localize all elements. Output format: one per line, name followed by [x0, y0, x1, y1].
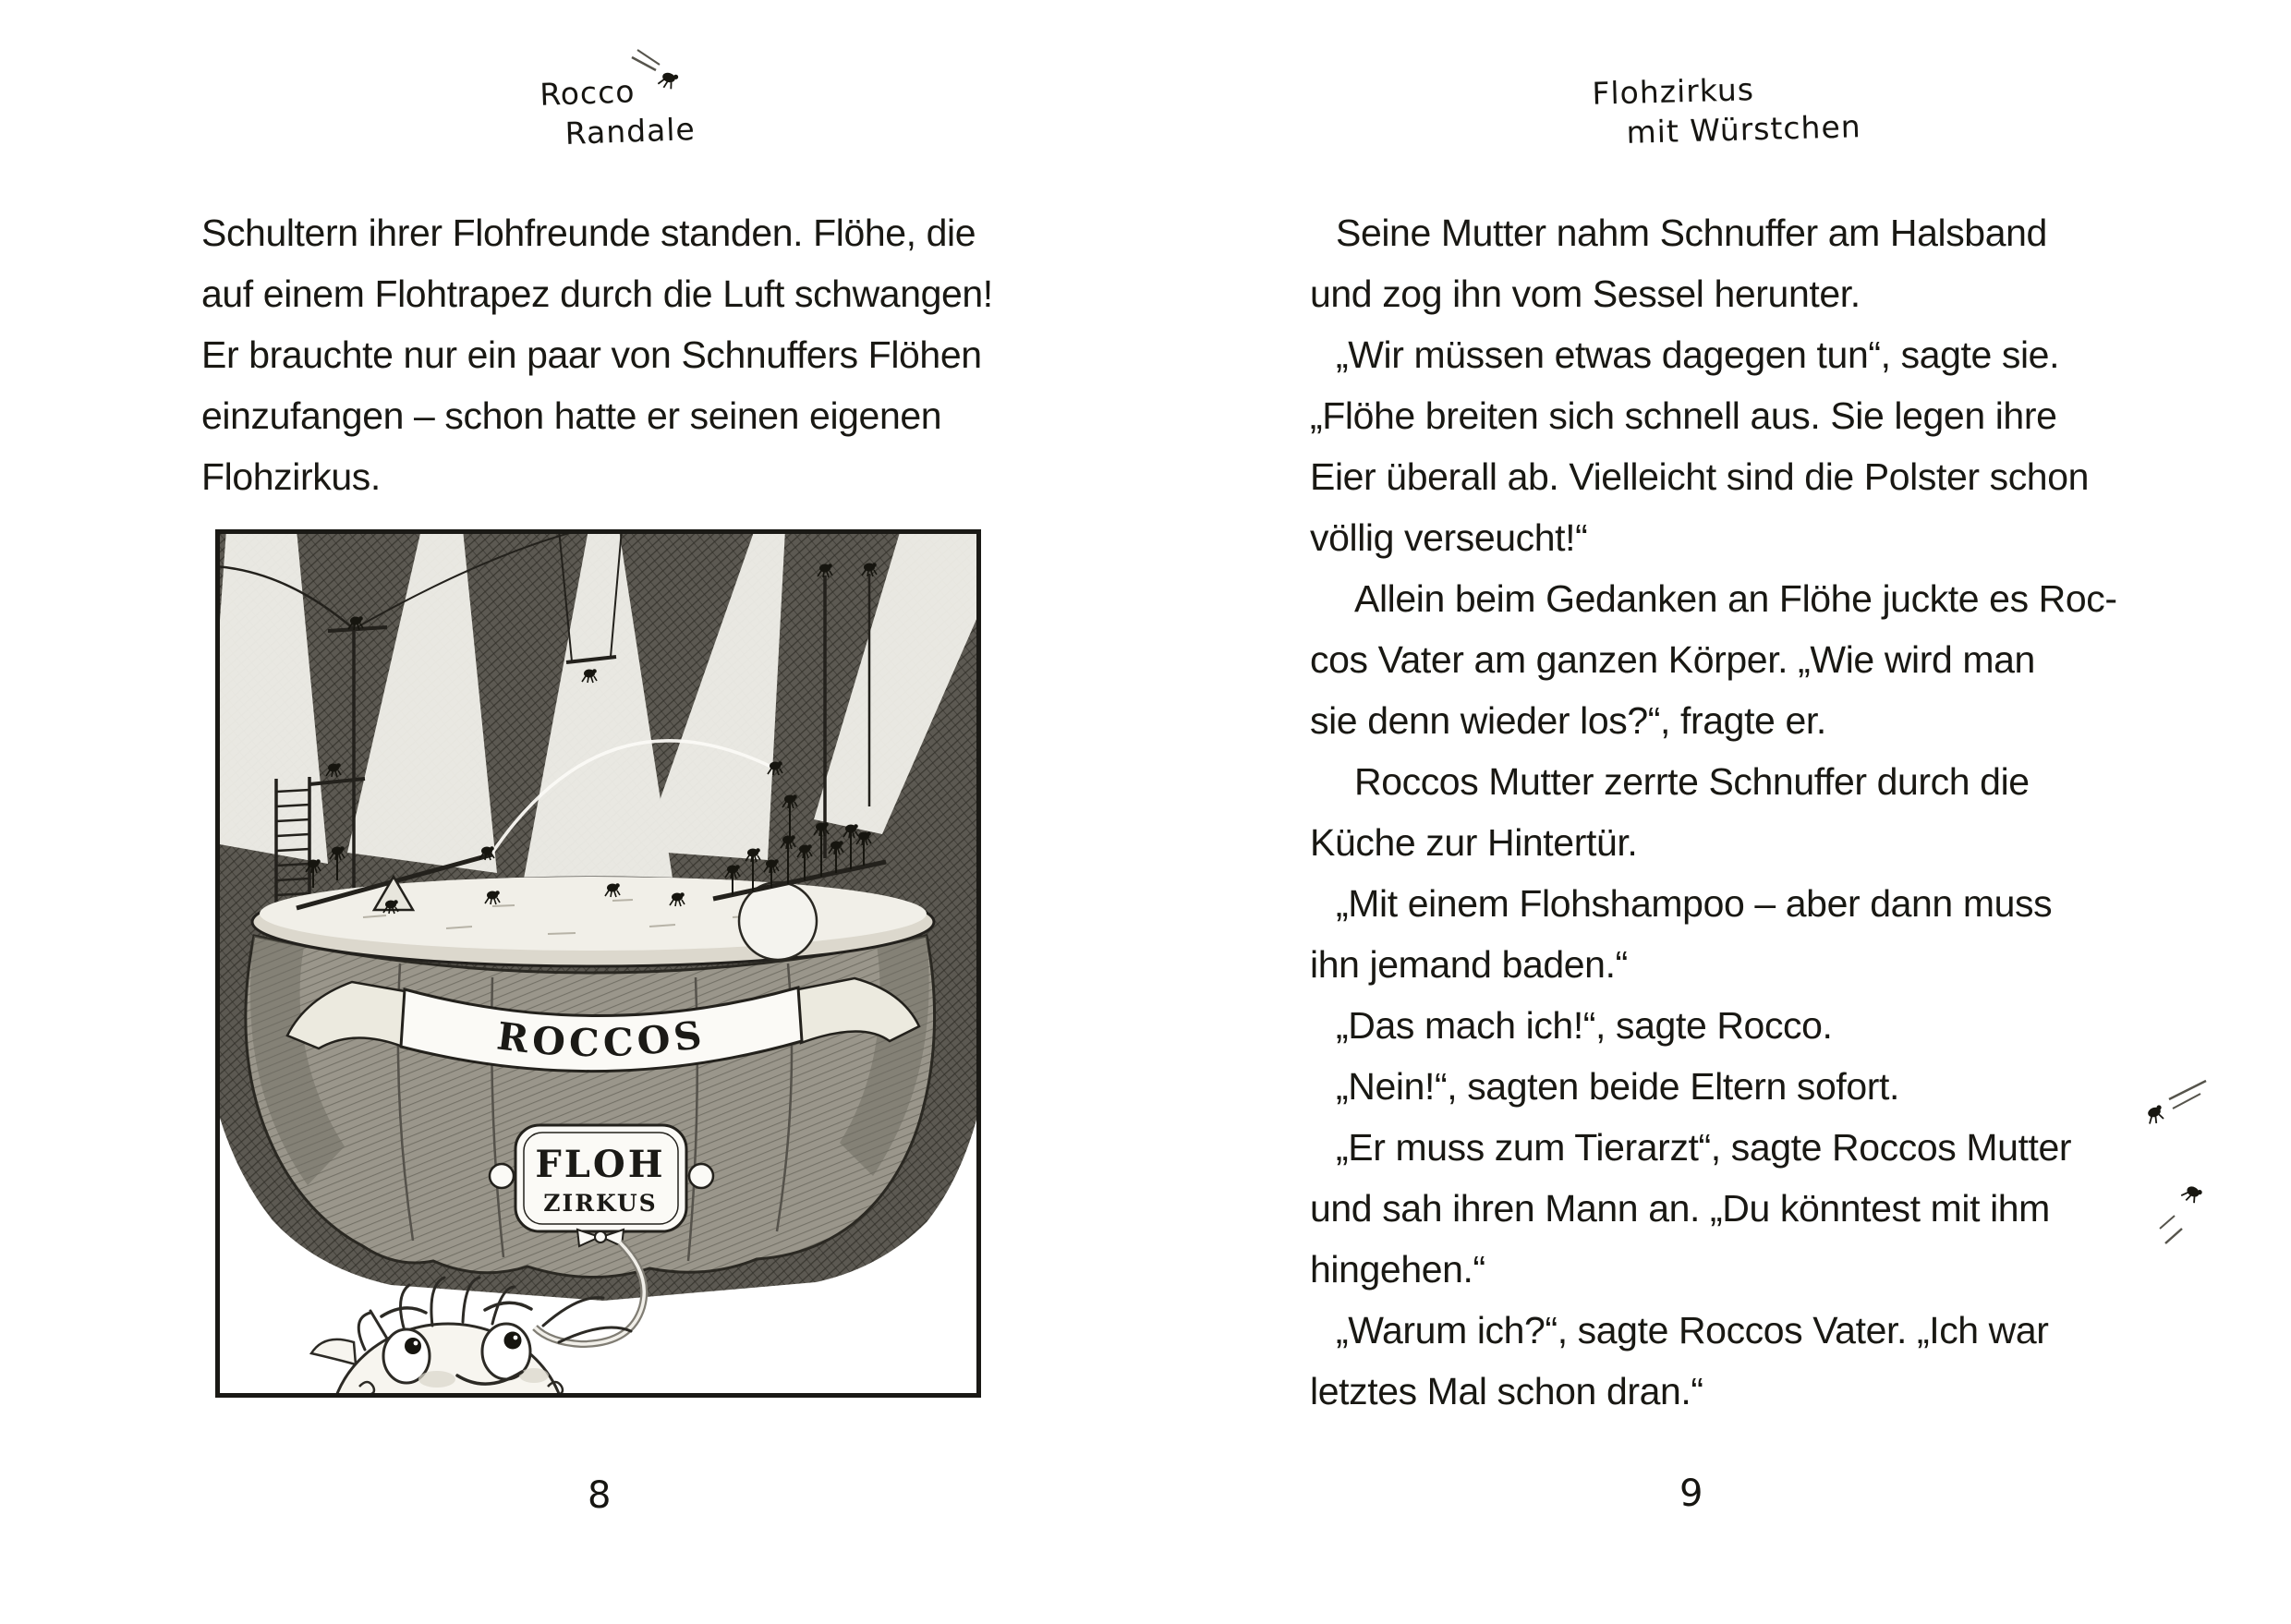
text-line: Flohzirkus.	[201, 455, 381, 498]
text-line: Küche zur Hintertür.	[1310, 821, 1638, 864]
text-line: völlig verseucht!“	[1310, 516, 1588, 559]
running-head-line: Randale	[564, 111, 697, 151]
left-page-number: 8	[588, 1474, 612, 1517]
text-line: „Das mach ich!“, sagte Rocco.	[1336, 1004, 1833, 1047]
right-page-running-head	[1592, 67, 1861, 153]
text-line: hingehen.“	[1310, 1248, 1485, 1291]
text-line: „Flöhe breiten sich schnell aus. Sie legen ihre	[1310, 394, 2057, 437]
plaque-text-zirkus: ZIRKUS	[543, 1190, 658, 1217]
flea-doodle-icon	[2136, 1073, 2213, 1134]
text-line: Eier überall ab. Vielleicht sind die Polster schon	[1310, 455, 2090, 498]
text-line: Allein beim Gedanken an Flöhe juckte es Roc-	[1354, 577, 2117, 620]
text-line: „Nein!“, sagten beide Eltern sofort.	[1336, 1065, 1900, 1108]
flea-doodle-icon	[2152, 1175, 2217, 1258]
running-head-line: Rocco	[539, 73, 636, 113]
banner-text: ROCCOS	[494, 1012, 709, 1066]
flea-circus-illustration	[215, 529, 981, 1398]
text-line: „Wir müssen etwas dagegen tun“, sagte sie.	[1336, 333, 2060, 376]
running-head-line: mit Würstchen	[1626, 108, 1862, 151]
text-line: einzufangen – schon hatte er seinen eigenen	[201, 394, 942, 437]
flea-doodle-icon	[624, 37, 695, 102]
text-line: Er brauchte nur ein paar von Schnuffers Flöhen	[201, 333, 982, 376]
left-page-text	[201, 202, 993, 507]
text-line: „Warum ich?“, sagte Roccos Vater. „Ich war	[1336, 1309, 2049, 1351]
text-line: ihn jemand baden.“	[1310, 943, 1628, 986]
right-page-text	[1310, 202, 2117, 1422]
text-line: cos Vater am ganzen Körper. „Wie wird man	[1310, 638, 2035, 681]
text-line: und sah ihren Mann an. „Du könntest mit ihm	[1310, 1187, 2050, 1230]
text-line: auf einem Flohtrapez durch die Luft schwangen!	[201, 273, 993, 315]
text-line: Seine Mutter nahm Schnuffer am Halsband	[1336, 212, 2047, 254]
right-page-number: 9	[1679, 1473, 1703, 1515]
text-line: „Er muss zum Tierarzt“, sagte Roccos Mutter	[1336, 1126, 2072, 1169]
plaque-text-floh: FLOH	[535, 1143, 666, 1186]
text-line: sie denn wieder los?“, fragte er.	[1310, 699, 1826, 742]
text-line: und zog ihn vom Sessel herunter.	[1310, 273, 1861, 315]
text-line: Schultern ihrer Flohfreunde standen. Flöhe, die	[201, 212, 976, 254]
text-line: Roccos Mutter zerrte Schnuffer durch die	[1354, 760, 2030, 803]
text-line: letztes Mal schon dran.“	[1310, 1370, 1703, 1412]
text-line: „Mit einem Flohshampoo – aber dann muss	[1336, 882, 2053, 925]
running-head-line: Flohzirkus	[1591, 71, 1755, 112]
